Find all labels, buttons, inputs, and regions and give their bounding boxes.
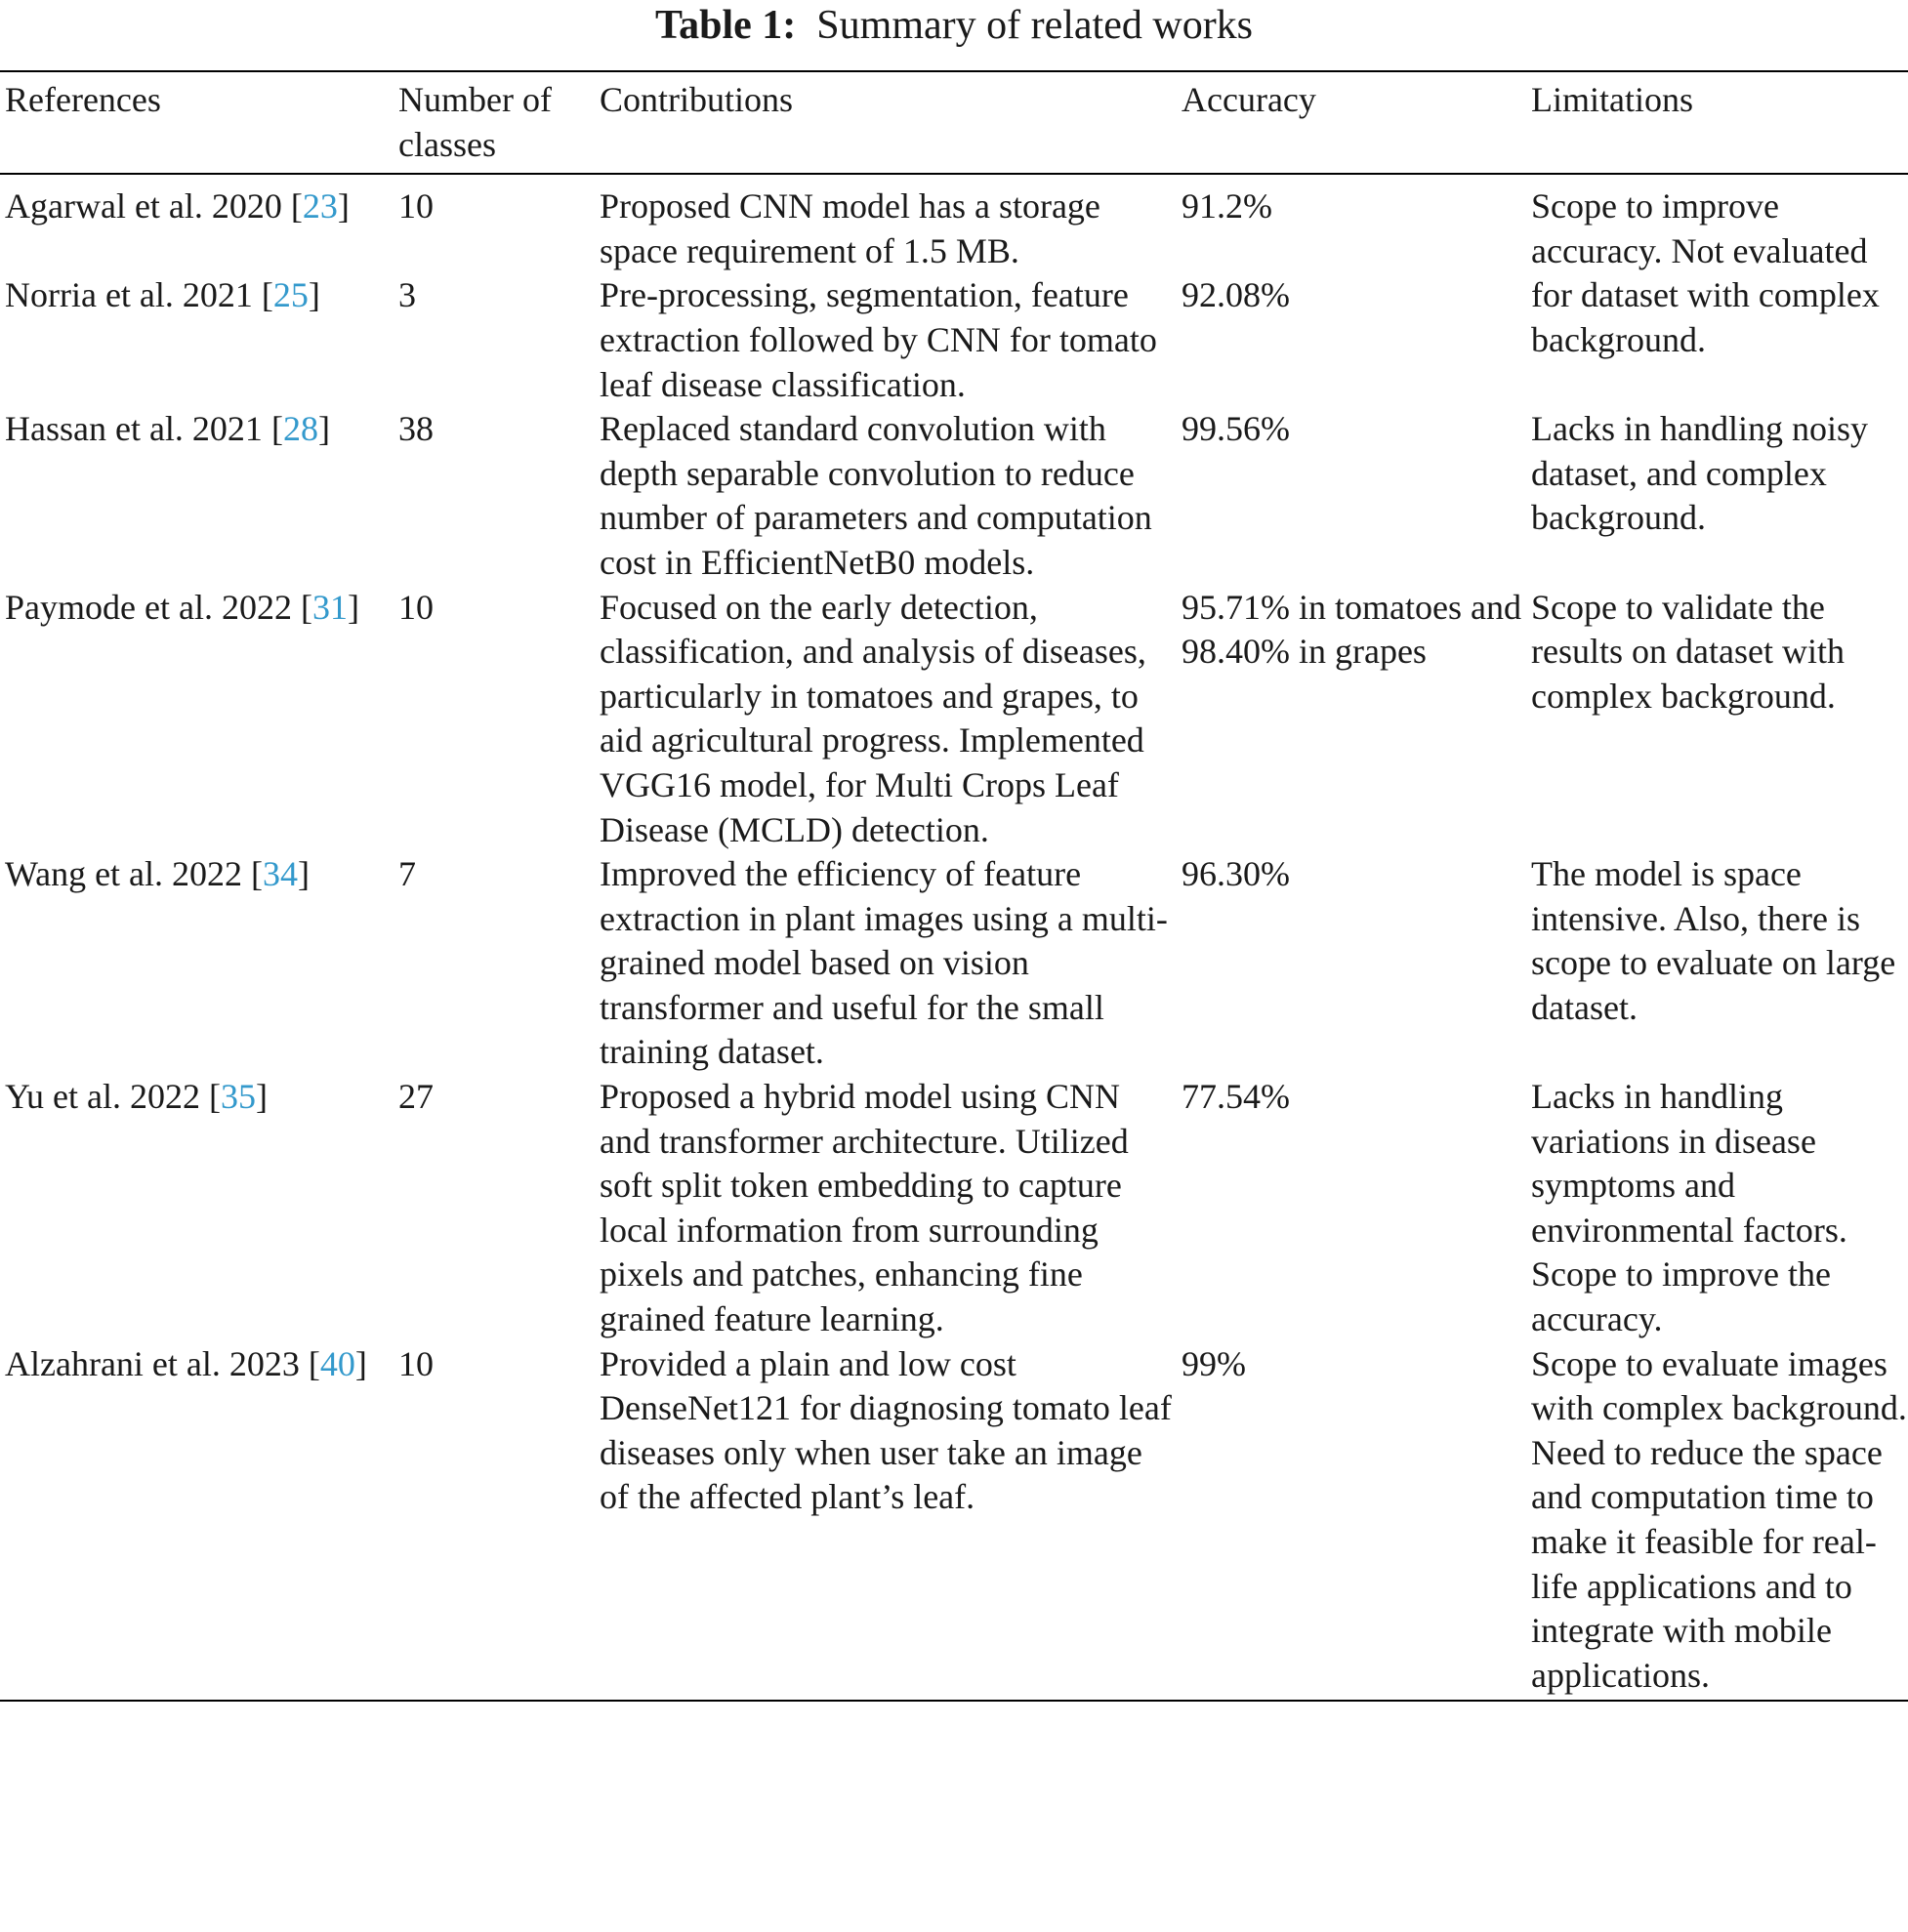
- limitation-cell: Lacks in handling noisy dataset, and complex background.: [1531, 409, 1868, 538]
- accuracy-cell: 99%: [1182, 1343, 1246, 1383]
- contribution-cell: Replaced standard convolution with depth separable convolution to reduce number of parameters and computation cost in EfficientNetB0 models.: [600, 409, 1152, 582]
- classes-cell: 38: [398, 409, 434, 449]
- contribution-cell: Provided a plain and low cost DenseNet121 for diagnosing tomato leaf diseases only when user take an image of the affected plant’s leaf.: [600, 1343, 1172, 1517]
- reference-text: Paymode et al. 2022: [5, 587, 301, 627]
- reference-cell: Alzahrani et al. 2023 [40]: [5, 1343, 367, 1383]
- table-row: [0, 852, 1908, 1075]
- citation-link[interactable]: 40: [319, 1343, 355, 1383]
- limitation-cell: Scope to improve accuracy. Not evaluated for dataset with complex background.: [1531, 186, 1880, 359]
- table-title: Summary of related works: [816, 3, 1254, 48]
- contribution-cell: Proposed a hybrid model using CNN and transformer architecture. Utilized soft split token embedding to capture local information from surrounding pixels and patches, enhancing fine grained feature learning.: [600, 1077, 1129, 1339]
- reference-text: Yu et al. 2022: [5, 1077, 209, 1117]
- header-contributions: Contributions: [600, 80, 794, 119]
- classes-cell: 10: [398, 587, 434, 627]
- header-limitations: Limitations: [1531, 80, 1693, 119]
- citation-link[interactable]: 23: [302, 186, 338, 226]
- accuracy-cell: 77.54%: [1182, 1077, 1290, 1117]
- citation-link[interactable]: 28: [282, 409, 318, 449]
- table-row: [0, 174, 1908, 273]
- classes-cell: 3: [398, 275, 416, 315]
- citation-link[interactable]: 25: [272, 275, 309, 315]
- classes-cell: 7: [398, 854, 416, 894]
- classes-cell: 10: [398, 186, 434, 226]
- reference-text: Norria et al. 2021: [5, 275, 262, 315]
- limitation-cell: The model is space intensive. Also, there is scope to evaluate on large dataset.: [1531, 854, 1896, 1027]
- reference-cell: Paymode et al. 2022 [31]: [5, 587, 359, 627]
- limitation-cell: Scope to validate the results on dataset with complex background.: [1531, 587, 1845, 716]
- table-row: [0, 1075, 1908, 1342]
- table-row: [0, 407, 1908, 585]
- accuracy-cell: 96.30%: [1182, 854, 1290, 894]
- reference-text: Wang et al. 2022: [5, 854, 252, 894]
- citation-link[interactable]: 34: [263, 854, 299, 894]
- reference-cell: Hassan et al. 2021 [28]: [5, 409, 330, 449]
- table-row: [0, 1342, 1908, 1702]
- contribution-cell: Focused on the early detection, classification, and analysis of diseases, particularly in tomatoes and grapes, to aid agricultural progress. Implemented VGG16 model, for Multi Crops Leaf Disease (MCLD) detection.: [600, 587, 1146, 849]
- reference-cell: Norria et al. 2021 [25]: [5, 275, 320, 315]
- citation-link[interactable]: 35: [220, 1077, 256, 1117]
- header-number-of-classes: Number of classes: [398, 80, 552, 164]
- table-caption: [0, 0, 1908, 51]
- contribution-cell: Improved the efficiency of feature extraction in plant images using a multi-grained model based on vision transformer and useful for the small training dataset.: [600, 854, 1168, 1072]
- contribution-cell: Pre-processing, segmentation, feature extraction followed by CNN for tomato leaf disease classification.: [600, 275, 1157, 404]
- reference-cell: Wang et al. 2022 [34]: [5, 854, 311, 894]
- reference-cell: Yu et al. 2022 [35]: [5, 1077, 268, 1117]
- table-row: [0, 586, 1908, 853]
- citation-link[interactable]: 31: [311, 587, 348, 627]
- classes-cell: 10: [398, 1343, 434, 1383]
- limitation-cell: Lacks in handling variations in disease symptoms and environmental factors. Scope to improve the accuracy.: [1531, 1077, 1847, 1339]
- reference-text: Agarwal et al. 2020: [5, 186, 291, 226]
- related-works-table: [0, 70, 1908, 1702]
- accuracy-cell: 99.56%: [1182, 409, 1290, 449]
- reference-text: Alzahrani et al. 2023: [5, 1343, 309, 1383]
- header-accuracy: Accuracy: [1182, 80, 1316, 119]
- header-references: References: [5, 80, 161, 119]
- reference-cell: Agarwal et al. 2020 [23]: [5, 186, 350, 226]
- table-header-row: [0, 71, 1908, 174]
- table-label: Table 1:: [654, 3, 797, 48]
- limitation-cell: Scope to evaluate images with complex background. Need to reduce the space and computation time to make it feasible for real-life applications and to integrate with mobile applications.: [1531, 1343, 1907, 1695]
- accuracy-cell: 95.71% in tomatoes and 98.40% in grapes: [1182, 587, 1521, 672]
- contribution-cell: Proposed CNN model has a storage space requirement of 1.5 MB.: [600, 186, 1100, 270]
- accuracy-cell: 92.08%: [1182, 275, 1290, 315]
- reference-text: Hassan et al. 2021: [5, 409, 271, 449]
- classes-cell: 27: [398, 1077, 434, 1117]
- accuracy-cell: 91.2%: [1182, 186, 1272, 226]
